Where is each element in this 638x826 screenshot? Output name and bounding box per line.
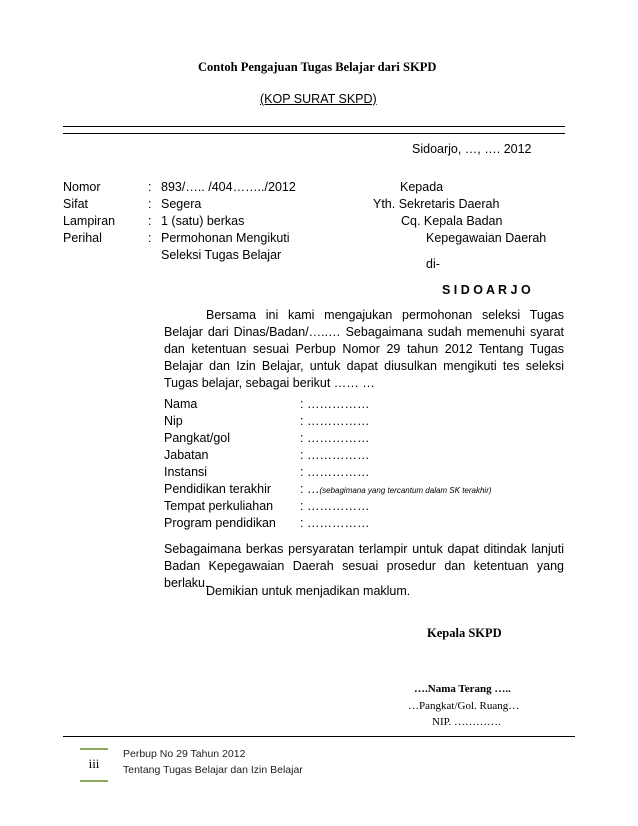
- applicant-field-value: : ……………: [300, 465, 370, 479]
- footer-line2: Tentang Tugas Belajar dan Izin Belajar: [123, 764, 303, 776]
- footer-rule: [63, 736, 575, 737]
- signature-nip: NIP. ………….: [432, 716, 501, 728]
- body-paragraph-2: Sebagaimana berkas persyaratan terlampir untuk dapat ditindak lanjuti Badan Kepegawaian Daerah sesuai prosedur dan ketentuan yang berlaku.: [164, 542, 564, 590]
- field-colon: :: [148, 231, 152, 245]
- document-title: Contoh Pengajuan Tugas Belajar dari SKPD: [198, 60, 437, 74]
- kop-surat: (KOP SURAT SKPD): [260, 92, 377, 106]
- applicant-field-note: (sebagimana yang tercantum dalam SK terakhir): [319, 486, 492, 495]
- signature-name: ….Nama Terang …..: [414, 683, 511, 695]
- signature-rank: …Pangkat/Gol. Ruang…: [408, 700, 520, 712]
- applicant-field-label: Program pendidikan: [164, 516, 276, 530]
- closing-sentence: Demikian untuk menjadikan maklum.: [206, 584, 411, 598]
- body-paragraph-1: [164, 307, 564, 392]
- field-value-nomor: 893/….. /404……../2012: [161, 180, 296, 194]
- recipient-city: S I D O A R J O: [442, 283, 531, 297]
- field-value-perihal: Permohonan Mengikuti: [161, 231, 290, 245]
- recipient-line4: Kepegawaian Daerah: [426, 231, 547, 245]
- field-value-perihal-line2: Seleksi Tugas Belajar: [161, 248, 282, 262]
- applicant-field-value: : ……………: [300, 431, 370, 445]
- page-number: iii: [88, 756, 100, 771]
- field-value-lampiran: 1 (satu) berkas: [161, 214, 245, 228]
- recipient-line3: Cq. Kepala Badan: [401, 214, 503, 228]
- body-paragraph-1-text: Bersama ini kami mengajukan permohonan seleksi Tugas Belajar dari Dinas/Badan/…..… Sebagaimana sudah memenuhi syarat dan ketentuan sesuai Perbup Nomor 29 tahun 2012 Tentang Tugas Belajar dan Izin Belajar, untuk dapat diusulkan mengikuti tes seleksi Tugas belajar, sebagai berikut …… …: [164, 308, 564, 390]
- field-label-perihal: Perihal: [63, 231, 102, 245]
- field-label-sifat: Sifat: [63, 197, 89, 211]
- applicant-field-label: Tempat perkuliahan: [164, 499, 274, 513]
- applicant-field-label: Nama: [164, 397, 198, 411]
- applicant-field-label: Instansi: [164, 465, 208, 479]
- applicant-field-value: : ……………: [300, 414, 370, 428]
- field-colon: :: [148, 197, 152, 211]
- applicant-field-value: : ……………: [300, 499, 370, 513]
- field-value-sifat: Segera: [161, 197, 202, 211]
- recipient-di: di-: [426, 257, 440, 271]
- signature-position: Kepala SKPD: [427, 626, 502, 640]
- applicant-field-label: Jabatan: [164, 448, 209, 462]
- field-label-nomor: Nomor: [63, 180, 101, 194]
- applicant-field-value-text: : …: [300, 482, 320, 496]
- header-separator: [63, 126, 565, 134]
- applicant-field-label: Nip: [164, 414, 183, 428]
- applicant-field-label: Pendidikan terakhir: [164, 482, 272, 496]
- field-colon: :: [148, 180, 152, 194]
- recipient-line2: Yth. Sekretaris Daerah: [373, 197, 500, 211]
- field-label-lampiran: Lampiran: [63, 214, 116, 228]
- recipient-kepada: Kepada: [400, 180, 444, 194]
- place-date: Sidoarjo, …, …. 2012: [412, 142, 532, 156]
- applicant-field-value: [300, 482, 492, 496]
- applicant-field-value: : ……………: [300, 516, 370, 530]
- field-colon: :: [148, 214, 152, 228]
- applicant-field-value: : ……………: [300, 448, 370, 462]
- applicant-field-value: : ……………: [300, 397, 370, 411]
- applicant-field-label: Pangkat/gol: [164, 431, 231, 445]
- footer-line1: Perbup No 29 Tahun 2012: [123, 748, 246, 760]
